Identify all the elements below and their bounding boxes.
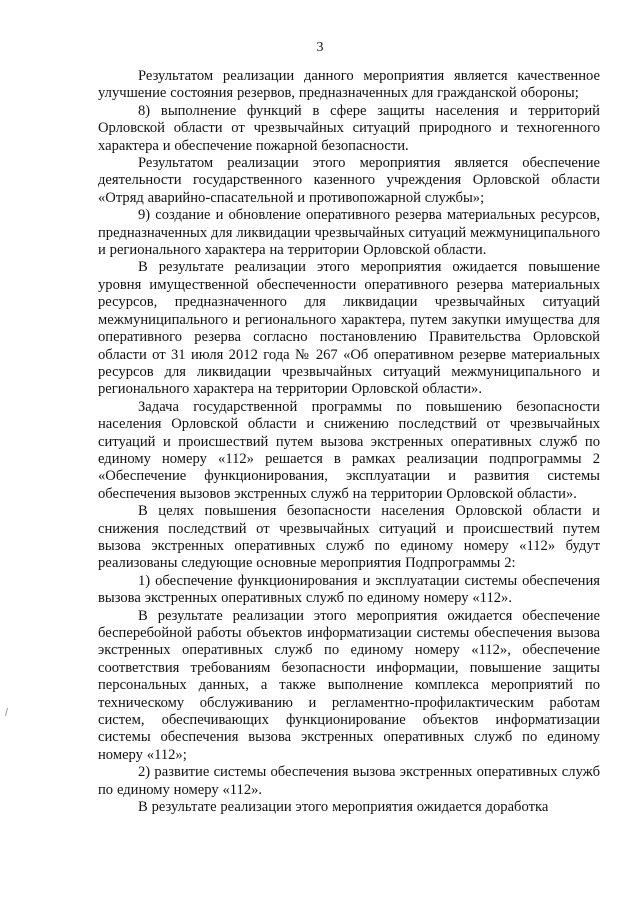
paragraph-item-8: 8) выполнение функций в сфере защиты населения и территорий Орловской области от чрезвычайных ситуаций природного и техногенного характера и обеспечение пожарной безопасности. [98, 102, 600, 154]
paragraph-result-rescue-unit: Результатом реализации этого мероприятия является обеспечение деятельности государственного казенного учреждения Орловской области «Отряд аварийно-спасательной и противопожарной службы»; [98, 155, 600, 206]
document-body [98, 68, 600, 816]
paragraph-item-1: 1) обеспечение функционирования и эксплуатации системы обеспечения вызова экстренных оперативных служб по единому номеру «112». [98, 572, 600, 607]
paragraph-item-2: 2) развитие системы обеспечения вызова экстренных оперативных служб по единому номеру «112». [98, 764, 600, 798]
paragraph-result-reserve: В результате реализации этого мероприятия ожидается повышение уровня имущественной обеспеченности оперативного резерва материальных ресурсов, предназначенного для ликвидации чрезвычайных ситуаций межмуниципального и регионального характера, путем закупки имущества для оперативного резерва согласно постановлению Правительства Орловской области от 31 июля 2012 года № 267 «Об оперативном резерве материальных ресурсов для ликвидации чрезвычайных ситуаций межмуниципального и регионального характера на территории Орловской области». [98, 259, 600, 398]
paragraph-result-informatization: В результате реализации этого мероприятия ожидается обеспечение бесперебойной работы объектов информатизации системы обеспечения вызова экстренных оперативных служб по единому номеру «112», обеспечение соответствия требованиям безопасности информации, повышение защиты персональных данных, а также выполнение комплекса мероприятий по техническому обслуживанию и регламентно-профилактическим работам систем, обеспечивающих функционирование объектов информатизации системы обеспечения вызова экстренных оперативных служб по единому номеру «112»; [98, 607, 600, 763]
paragraph-task-112: Задача государственной программы по повышению безопасности населения Орловской области и снижению последствий от чрезвычайных ситуаций и происшествий путем вызова экстренных оперативных служб по единому номеру «112» решается в рамках реализации подпрограммы 2 «Обеспечение функционирования, эксплуатации и развития системы обеспечения вызовов экстренных служб на территории Орловской области». [98, 398, 600, 502]
paragraph-subprogram-2-intro: В целях повышения безопасности населения Орловской области и снижения последствий от чрезвычайных ситуаций и происшествий путем вызова экстренных оперативных служб по единому номеру «112» будут реализованы следующие основные мероприятия Подпрограммы 2: [98, 503, 600, 572]
paragraph-item-9: 9) создание и обновление оперативного резерва материальных ресурсов, предназначенных для ликвидации чрезвычайных ситуаций межмуниципального и регионального характера на территории Орловской области. [98, 207, 600, 259]
paragraph-result-civil-defense: Результатом реализации данного мероприятия является качественное улучшение состояния резервов, предназначенных для гражданской обороны; [98, 68, 600, 102]
page-number: 3 [316, 40, 324, 55]
paragraph-result-refinement: В результате реализации этого мероприятия ожидается доработка [138, 799, 549, 816]
margin-pen-mark [5, 708, 11, 716]
